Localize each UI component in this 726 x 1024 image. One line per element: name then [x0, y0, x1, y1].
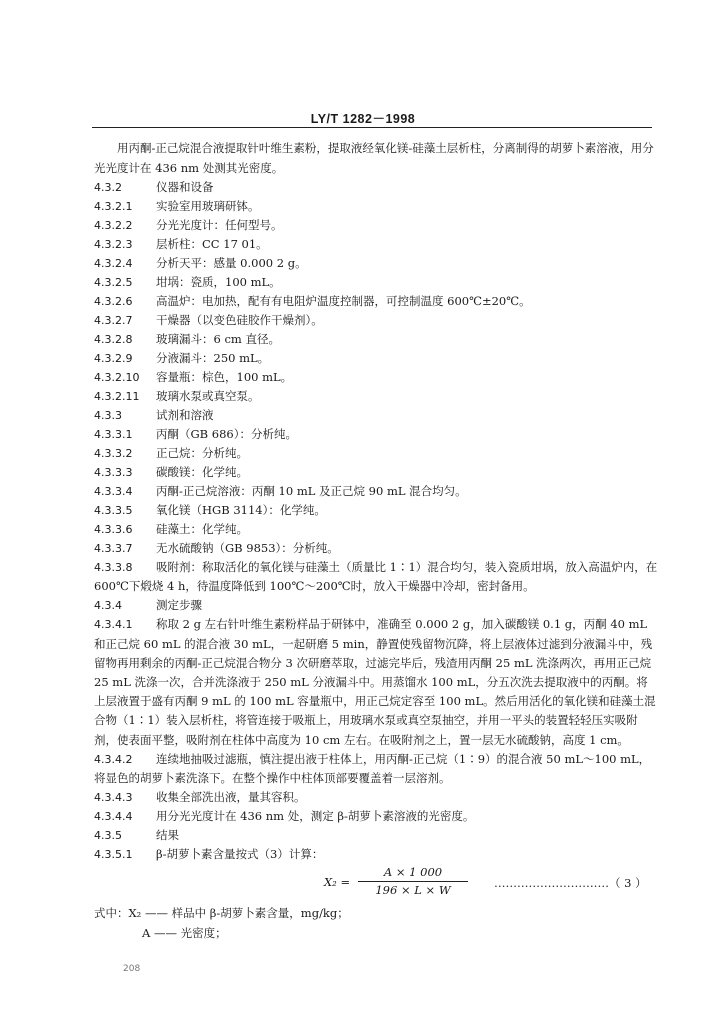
clause-row	[94, 807, 658, 826]
page-header: LY/T 1282－1998	[310, 112, 416, 126]
clause-row	[94, 463, 658, 482]
clause-text: 玻璃水泵或真空泵。	[156, 389, 260, 403]
clause-row	[94, 197, 658, 216]
paragraph-4-3-4-2	[94, 750, 658, 788]
section-list	[94, 178, 658, 558]
clause-number: 4.3.2.7	[94, 314, 133, 327]
clause-text: 仪器和设备	[156, 180, 214, 194]
clause-row	[94, 387, 658, 406]
section-list-tail	[94, 788, 658, 864]
clause-row	[94, 845, 658, 864]
paragraph-4-3-3-8	[94, 558, 658, 596]
where-clause-line1: 式中：X₂ —— 样品中 β-胡萝卜素含量，mg/kg；	[94, 906, 349, 921]
clause-row	[94, 178, 658, 197]
clause-row	[94, 216, 658, 235]
clause-number: 4.3.2.8	[94, 333, 133, 346]
clause-number: 4.3.2.6	[94, 295, 133, 308]
clause-text: 试剂和溶液	[156, 408, 214, 422]
clause-row	[94, 444, 658, 463]
clause-text: 分析天平：感量 0.000 2 g。	[156, 256, 307, 270]
clause-row	[94, 482, 658, 501]
paragraph-4-3-4-1	[94, 615, 658, 749]
clause-text: 硅藻土：化学纯。	[156, 522, 248, 536]
clause-text: 结果	[156, 828, 179, 843]
clause-row	[94, 368, 658, 387]
clause-row	[94, 330, 658, 349]
clause-number: 4.3.3.4	[94, 485, 133, 498]
clause-number: 4.3.2.9	[94, 352, 133, 365]
clause-row	[94, 254, 658, 273]
clause-number: 4.3.5	[94, 829, 122, 843]
clause-row	[94, 292, 658, 311]
formula-fraction	[358, 865, 468, 898]
clause-row	[94, 520, 658, 539]
clause-number: 4.3.4.1	[94, 618, 133, 632]
clause-number: 4.3.3.6	[94, 523, 133, 536]
clause-text: 氧化镁（HGB 3114）：化学纯。	[156, 503, 326, 517]
clause-number: 4.3.2.11	[94, 390, 140, 403]
clause-row	[94, 235, 658, 254]
header-rule	[92, 127, 652, 128]
clause-text: 碳酸镁：化学纯。	[156, 465, 248, 479]
clause-number: 4.3.2.3	[94, 238, 133, 251]
clause-number: 4.3.4.4	[94, 810, 133, 824]
clause-row	[94, 406, 658, 425]
clause-text: 丙酮（GB 686）：分析纯。	[156, 427, 297, 441]
clause-number: 4.3.4	[94, 599, 122, 613]
formula-3	[94, 865, 658, 901]
clause-text: β-胡萝卜素含量按式（3）计算：	[156, 847, 324, 862]
formula-lhs: X₂ =	[324, 875, 351, 890]
clause-text: 测定步骤	[156, 598, 202, 613]
clause-number: 4.3.3.3	[94, 466, 133, 479]
clause-text: 用分光光度计在 436 nm 处，测定 β-胡萝卜素溶液的光密度。	[156, 809, 475, 824]
clause-number: 4.3.5.1	[94, 848, 133, 862]
clause-text: 正己烷：分析纯。	[156, 446, 248, 460]
clause-row	[94, 501, 658, 520]
clause-text: 高温炉：电加热，配有有电阻炉温度控制器，可控制温度 600℃±20℃。	[156, 294, 531, 308]
clause-text: 实验室用玻璃研钵。	[156, 199, 260, 213]
clause-number: 4.3.3	[94, 409, 122, 422]
clause-text: 容量瓶：棕色，100 mL。	[156, 370, 293, 384]
clause-text: 层析柱：CC 17 01。	[156, 237, 268, 251]
clause-row	[94, 349, 658, 368]
clause-number: 4.3.2.2	[94, 219, 133, 232]
clause-number: 4.3.4.2	[94, 752, 133, 766]
clause-text: 连续地抽吸过滤瓶，慎注提出液于柱体上，用丙酮-正己烷（1∶9）的混合液 50 mL～100 mL，将显色的胡萝卜素洗涤下。在整个操作中柱体顶部要覆盖着一层溶剂。	[94, 751, 651, 786]
clause-number: 4.3.2.4	[94, 257, 133, 270]
clause-text: 分液漏斗：250 mL。	[156, 351, 270, 365]
formula-numerator: A × 1 000	[358, 865, 468, 882]
clause-number: 4.3.2	[94, 181, 122, 194]
clause-number: 4.3.3.1	[94, 428, 133, 441]
intro-paragraph: 用丙酮-正己烷混合液提取针叶维生素粉，提取液经氧化镁-硅藻土层析柱，分离制得的胡萝卜素溶液，用分光光度计在 436 nm 处测其光密度。	[94, 141, 654, 175]
clause-row	[94, 311, 658, 330]
clause-row	[94, 826, 658, 845]
page-number: 208	[123, 964, 141, 974]
clause-text: 丙酮-正己烷溶液：丙酮 10 mL 及正己烷 90 mL 混合均匀。	[156, 484, 467, 498]
clause-row	[94, 273, 658, 292]
document-body	[94, 138, 658, 943]
clause-number: 4.3.2.5	[94, 276, 133, 289]
clause-row	[94, 788, 658, 807]
clause-text: 坩埚：瓷质，100 mL。	[156, 275, 281, 289]
clause-number: 4.3.2.1	[94, 200, 133, 213]
clause-number: 4.3.2.10	[94, 371, 140, 384]
clause-text: 分光光度计：任何型号。	[156, 218, 283, 232]
formula-denominator: 196 × L × W	[375, 883, 451, 898]
clause-number: 4.3.4.3	[94, 791, 133, 805]
clause-text: 收集全部洗出液，量其容积。	[156, 790, 306, 805]
clause-number: 4.3.3.8	[94, 561, 133, 574]
clause-text: 吸附剂：称取活化的氧化镁与硅藻土（质量比 1∶1）混合均匀，装入瓷质坩埚，放入高温炉内，在 600℃下煅烧 4 h，待温度降低到 100℃～200℃时，放入干燥器中冷却，密封备用。	[94, 560, 658, 594]
clause-row	[94, 425, 658, 444]
clause-number: 4.3.3.7	[94, 542, 133, 555]
clause-text: 无水硫酸钠（GB 9853）：分析纯。	[156, 541, 339, 555]
formula-number: …………………………（ 3 ）	[494, 876, 647, 891]
clause-row	[94, 539, 658, 558]
clause-text: 玻璃漏斗：6 cm 直径。	[156, 332, 280, 346]
clause-text: 干燥器（以变色硅胶作干燥剂）。	[156, 313, 323, 327]
clause-number: 4.3.3.2	[94, 447, 133, 460]
clause-4-3-4	[94, 596, 658, 615]
clause-number: 4.3.3.5	[94, 504, 133, 517]
where-clause-line2: A —— 光密度；	[142, 926, 227, 941]
clause-text: 称取 2 g 左右针叶维生素粉样品于研钵中，准确至 0.000 2 g，加入碳酸镁 0.1 g，丙酮 40 mL 和正己烷 60 mL 的混合液 30 mL，一起研磨 5 min，静置使残留物沉降，将上层液体过滤到分液漏斗中，残留物再用剩余的丙酮-正己烷混合物分 3 次研磨萃取，过滤完毕后，残渣用丙酮 25 mL 洗涤两次，再用正己烷 25 mL 洗涤一次，合并洗涤液于 250 mL 分液漏斗中。用蒸馏水 100 mL，分五次洗去提取液中的丙酮。将上层液置于盛有丙酮 9 mL 的 100 mL 容量瓶中，用正己烷定容至 100 mL。然后用活化的氧化镁和硅藻土混合物（1∶1）装入层析柱，将管连接于吸瓶上，用玻璃水泵或真空泵抽空，并用一平头的装置轻轻压实吸附剂，使表面平整，吸附剂在柱体中高度为 10 cm 左右。在吸附剂之上，置一层无水硫酸钠，高度 1 cm。	[94, 617, 656, 747]
